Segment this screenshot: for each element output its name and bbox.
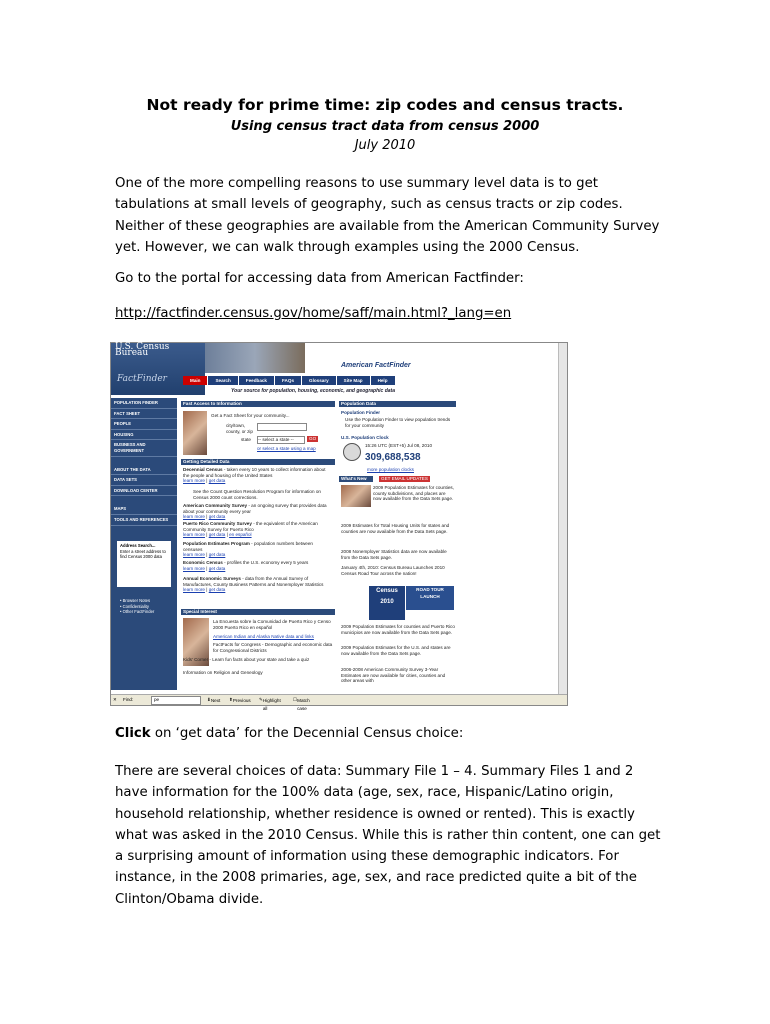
side-people[interactable]: PEOPLE [111, 419, 177, 430]
decennial-get-data[interactable]: get data [208, 478, 226, 484]
census-bureau-banner [111, 343, 205, 395]
factfinder-screenshot [110, 342, 568, 711]
city-label: city/town, county, or zip [226, 423, 253, 434]
email-updates-button[interactable]: GET EMAIL UPDATES [381, 476, 428, 481]
address-search-title: Address Search... [120, 543, 156, 548]
si-religion[interactable]: Information on Religion and Geneology [183, 670, 263, 675]
side-about-data[interactable]: ABOUT THE DATA [111, 465, 177, 476]
nav-site-map[interactable]: Site Map [337, 376, 370, 385]
american-factfinder-brand: American FactFinder [341, 362, 411, 369]
whats-new-header: What's New [339, 476, 373, 482]
side-links: • Browser Notes • Confidentiality • Other FactFinder [120, 598, 155, 615]
state-label: state [241, 437, 251, 442]
other-factfinder-link[interactable]: Other FactFinder [122, 609, 155, 615]
si-factfacts[interactable]: FactFacts for Congress - Demographic and economic data for Congressional Districts [213, 642, 333, 653]
prcs-get-data[interactable]: get data [208, 532, 226, 538]
intro-paragraph: One of the more compelling reasons to use summary level data is to get tabulations at small levels of geography, such as census tracts or zip codes. Neither of these geographies are available from the American Community Survey yet. However, we can walk through examples using the 2000 Census. [115, 176, 660, 255]
econ-desc: - profiles the U.S. economy every 5 years [222, 560, 309, 565]
pep-learn-more[interactable]: learn more [183, 552, 205, 558]
address-search-box [117, 541, 171, 587]
side-download-center[interactable]: DOWNLOAD CENTER [111, 486, 177, 497]
population-data-header: Population Data [339, 401, 456, 407]
acs-get-data[interactable]: get data [208, 514, 226, 520]
portal-paragraph: Go to the portal for accessing data from American Factfinder: [115, 271, 524, 286]
econ-title: Economic Census [183, 560, 223, 565]
aes-desc: - data from the Annual Survey of Manufactures, County Business Patterns and Nonemployer Statistics [183, 576, 324, 587]
si-kids-corner[interactable]: Kids' Corner - Learn fun facts about your state and take a quiz [183, 657, 310, 662]
acs-title: American Community Survey [183, 503, 248, 508]
getting-detailed-header: Getting Detailed Data [181, 459, 335, 465]
si-puerto-rico[interactable]: La Encuesta sobre la Comunidad de Puerto Rico y Censo 2000 Puerto Rico en español [213, 619, 331, 630]
prcs-espanol[interactable]: en español [229, 532, 252, 538]
left-sidebar [111, 398, 177, 690]
whats-new-1[interactable]: 2009 Population Estimates for counties, county subdivisions, and places are now available from the Data Sets page. [373, 485, 454, 502]
pep-desc: - population numbers between censuses [183, 541, 313, 552]
bureau-logo: U.S. Census Bureau [115, 342, 170, 358]
fast-access-header: Fast Access to Information [181, 401, 335, 407]
nav-glossary[interactable]: Glossary [302, 376, 336, 385]
acs-entry: American Community Survey - an ongoing survey that provides data about your community every year learn more | get data [183, 503, 327, 520]
aes-entry: Annual Economic Surveys - data from the Annual Survey of Manufactures, County Business Patterns and Nonemployer Statistics learn more | get data [183, 576, 324, 593]
decennial-census-title: Decennial Census [183, 467, 223, 472]
pop-finder-title: Population Finder [341, 410, 381, 415]
prcs-learn-more[interactable]: learn more [183, 532, 205, 538]
summary-files-paragraph: There are several choices of data: Summary File 1 – 4. Summary Files 1 and 2 have information for the 100% data (age, sex, race, Hispanic/Latino origin, household relationship, whether residence is owned or rented). This is exactly what was asked in the 2010 Census. While this is rather thin content, one can get a surprising amount of information using these demographic indicators. For instance, in the 2008 primaries, age, sex, and race predicted quite a bit of the Clinton/Obama divide. [115, 764, 661, 907]
prcs-entry: Puerto Rico Community Survey - the equivalent of the American Community Survey for Puerto Rico learn more | get data | en español [183, 521, 318, 538]
decennial-learn-more[interactable]: learn more [183, 478, 205, 484]
acs-desc: - an ongoing survey that provides data about your community every year [183, 503, 327, 514]
prcs-title: Puerto Rico Community Survey [183, 521, 252, 526]
side-population-finder[interactable]: POPULATION FINDER [111, 398, 177, 409]
pop-clock-time: 15:26 UTC (EST+5) Jul 08, 2010 [365, 443, 433, 448]
side-data-sets[interactable]: DATA SETS [111, 475, 177, 486]
go-button[interactable]: GO [309, 436, 317, 441]
road-tour-banner[interactable]: ROAD TOUR LAUNCH [406, 586, 454, 610]
side-maps[interactable]: MAPS [111, 504, 177, 515]
nav-faqs[interactable]: FAQs [275, 376, 301, 385]
whats-new-3[interactable]: 2008 Nonemployer Statistics data are now available from the Data Sets page. [341, 549, 447, 560]
special-interest-header: Special Interest [181, 609, 335, 615]
match-case-checkbox[interactable]: ☐ Match case [293, 697, 310, 711]
main-nav [183, 376, 395, 385]
whats-new-2[interactable]: 2009 Estimates for Total Housing Units for states and counties are now available from the Data Sets page. [341, 523, 450, 534]
si-american-indian[interactable]: American Indian and Alaska Native data and links [213, 634, 314, 639]
nav-main[interactable]: Main [183, 376, 207, 385]
find-close-icon[interactable]: ✕ [113, 697, 117, 702]
econ-entry: Economic Census - profiles the U.S. economy every 5 years learn more | get data [183, 560, 309, 571]
address-search-text: Enter a street address to find Census 2000 data [120, 548, 166, 560]
side-tools[interactable]: TOOLS AND REFERENCES [111, 515, 177, 526]
document-subtitle: Using census tract data from census 2000 [230, 119, 540, 134]
click-rest: on ‘get data’ for the Decennial Census choice: [150, 726, 464, 741]
find-bar [111, 694, 567, 711]
pep-get-data[interactable]: get data [208, 552, 226, 558]
whats-new-7[interactable]: 2006-2008 American Community Survey 3-Year Estimates are now available for cities, counties and other areas with [341, 667, 446, 684]
pep-title: Population Estimates Program [183, 541, 250, 546]
document-title: Not ready for prime time: zip codes and census tracts. [146, 96, 624, 114]
nav-feedback[interactable]: Feedback [239, 376, 274, 385]
find-previous-button[interactable]: ⬆ Previous [229, 697, 251, 703]
aes-learn-more[interactable]: learn more [183, 587, 205, 593]
nav-help[interactable]: Help [371, 376, 395, 385]
pop-finder-desc: Use the Population Finder to view population trends for your community [345, 417, 451, 428]
browser-notes-link[interactable]: Browser Notes [122, 598, 151, 603]
decennial-census-desc: - taken every 10 years to collect information about the people and housing of the United States [183, 467, 326, 478]
side-fact-sheet[interactable]: FACT SHEET [111, 409, 177, 420]
econ-learn-more[interactable]: learn more [183, 565, 205, 571]
find-label: Find: [123, 697, 134, 702]
fast-access-photo [183, 411, 207, 455]
prcs-desc: - the equivalent of the American Community Survey for Puerto Rico [183, 521, 318, 532]
aes-title: Annual Economic Surveys [183, 576, 241, 581]
click-word: Click [115, 726, 151, 741]
find-input[interactable]: pe [151, 696, 201, 705]
side-housing[interactable]: HOUSING [111, 430, 177, 441]
pop-clock-number: 309,688,538 [365, 452, 421, 463]
clock-icon [343, 443, 361, 461]
state-select[interactable]: -- select a state -- [257, 436, 305, 444]
aes-get-data[interactable]: get data [208, 587, 226, 593]
whats-new-4[interactable]: January 4th, 2010: Census Bureau Launches 2010 Census Road Tour across the nation! [341, 565, 445, 576]
header-photo [205, 343, 305, 373]
nav-search[interactable]: Search [208, 376, 237, 385]
pep-entry: Population Estimates Program - population numbers between censuses learn more | get data [183, 541, 313, 558]
fact-sheet-prompt: Get a Fact Sheet for your community... [211, 413, 290, 418]
highlight-all-button[interactable]: ✎ Highlight all [259, 697, 281, 711]
click-instruction [115, 723, 663, 744]
side-business[interactable]: BUSINESS AND GOVERNMENT [111, 440, 177, 456]
select-map-link[interactable]: or select a state using a map [257, 446, 316, 451]
census-2010-logo: Census 2010 [369, 586, 405, 620]
whats-new-5[interactable]: 2009 Population Estimates for counties and Puerto Rico municipios are now available from the Data Sets page. [341, 624, 455, 635]
find-next-button[interactable]: ⬇ Next [207, 697, 221, 703]
cqr-note: See the Count Question Resolution Program for information on Census 2000 count corrections. [193, 489, 321, 500]
whats-new-photo [341, 485, 371, 507]
city-input[interactable] [257, 423, 307, 431]
pop-clock-title: U.S. Population Clock [341, 435, 389, 440]
acs-learn-more[interactable]: learn more [183, 514, 205, 520]
document-date: July 2010 [354, 138, 416, 153]
whats-new-6[interactable]: 2009 Population Estimates for the U.S. and states are now available from the Data Sets page. [341, 645, 451, 656]
econ-get-data[interactable]: get data [208, 565, 226, 571]
factfinder-link[interactable]: http://factfinder.census.gov/home/saff/main.html?_lang=en [115, 306, 512, 321]
decennial-census-entry: Decennial Census - taken every 10 years to collect information about the people and housing of the United States learn more | get data [183, 467, 326, 484]
tagline: Your source for population, housing, economic, and geographic data [231, 388, 395, 394]
factfinder-logo: FactFinder [117, 374, 167, 384]
confidentiality-link[interactable]: Confidentiality [122, 603, 149, 609]
pop-more-link[interactable]: more population clocks [367, 467, 414, 472]
scrollbar[interactable] [558, 343, 567, 695]
